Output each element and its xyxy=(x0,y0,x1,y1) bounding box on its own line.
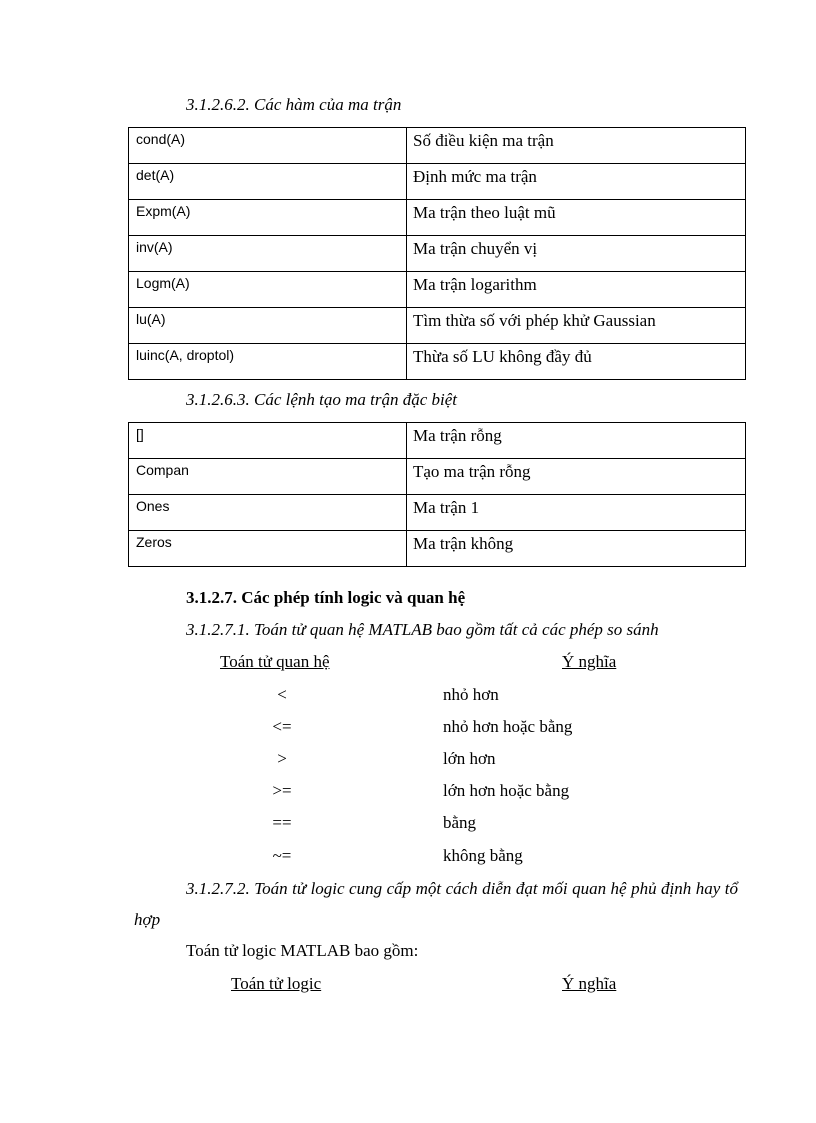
function-cell: det(A) xyxy=(129,164,407,200)
relational-meaning-column-header: Ý nghĩa xyxy=(562,652,617,671)
command-cell: Compan xyxy=(129,459,407,495)
relational-operator: > xyxy=(277,749,287,768)
description-cell: Tạo ma trận rỗng xyxy=(407,459,746,495)
description-cell: Ma trận logarithm xyxy=(407,272,746,308)
table-row xyxy=(129,495,746,531)
description-cell: Tìm thừa số với phép khử Gaussian xyxy=(407,308,746,344)
description-cell: Số điều kiện ma trận xyxy=(407,128,746,164)
table-row xyxy=(129,423,746,459)
table-row xyxy=(129,531,746,567)
relational-meaning: không bằng xyxy=(443,846,523,865)
function-cell: cond(A) xyxy=(129,128,407,164)
function-cell: luinc(A, droptol) xyxy=(129,344,407,380)
description-cell: Ma trận không xyxy=(407,531,746,567)
table-row xyxy=(129,236,746,272)
logical-operator-column-header: Toán tử logic xyxy=(231,974,322,993)
logical-meaning-column-header: Ý nghĩa xyxy=(562,974,617,993)
table-row xyxy=(129,128,746,164)
relational-meaning: nhỏ hơn xyxy=(443,685,499,704)
description-cell: Ma trận 1 xyxy=(407,495,746,531)
special-matrix-heading: 3.1.2.6.3. Các lệnh tạo ma trận đặc biệt xyxy=(186,390,458,409)
functions-heading: 3.1.2.6.2. Các hàm của ma trận xyxy=(186,95,402,114)
logical-subheading: Toán tử logic MATLAB bao gồm: xyxy=(186,941,419,960)
description-cell: Ma trận theo luật mũ xyxy=(407,200,746,236)
function-cell: inv(A) xyxy=(129,236,407,272)
table-row xyxy=(129,459,746,495)
table-row xyxy=(129,272,746,308)
relational-meaning: bằng xyxy=(443,813,477,832)
relational-intro: 3.1.2.7.1. Toán tử quan hệ MATLAB bao gồm tất cả các phép so sánh xyxy=(186,620,659,639)
relational-operator: < xyxy=(277,685,287,704)
relational-operator: ~= xyxy=(272,846,292,865)
description-cell: Thừa số LU không đầy đủ xyxy=(407,344,746,380)
function-cell: Logm(A) xyxy=(129,272,407,308)
table-row xyxy=(129,200,746,236)
command-cell: [] xyxy=(129,423,407,459)
command-cell: Zeros xyxy=(129,531,407,567)
table-row xyxy=(129,164,746,200)
relational-meaning: lớn hơn xyxy=(443,749,496,768)
relational-operator: >= xyxy=(272,781,292,800)
function-cell: Expm(A) xyxy=(129,200,407,236)
logical-intro-paragraph: 3.1.2.7.2. Toán tử logic cung cấp một cách diễn đạt mối quan hệ phủ định hay tổ hợp xyxy=(134,879,738,929)
description-cell: Định mức ma trận xyxy=(407,164,746,200)
functions-table xyxy=(128,127,746,380)
relational-operator: <= xyxy=(272,717,292,736)
description-cell: Ma trận chuyển vị xyxy=(407,236,746,272)
table-row xyxy=(129,308,746,344)
command-cell: Ones xyxy=(129,495,407,531)
logic-section-heading: 3.1.2.7. Các phép tính logic và quan hệ xyxy=(186,588,466,607)
relational-operator-column-header: Toán tử quan hệ xyxy=(220,652,330,671)
table-row xyxy=(129,344,746,380)
function-cell: lu(A) xyxy=(129,308,407,344)
relational-operator: == xyxy=(272,813,292,832)
description-cell: Ma trận rỗng xyxy=(407,423,746,459)
special-matrix-table xyxy=(128,422,746,567)
relational-meaning: lớn hơn hoặc bằng xyxy=(443,781,570,800)
relational-meaning: nhỏ hơn hoặc bằng xyxy=(443,717,573,736)
